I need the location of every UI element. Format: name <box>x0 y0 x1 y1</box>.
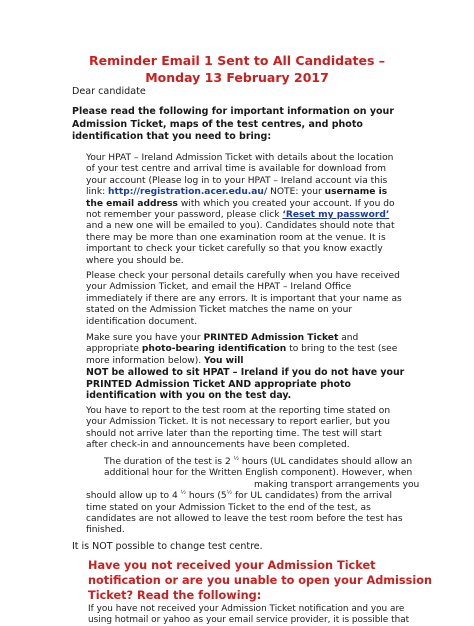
p3-text: to bring to the test (see <box>286 344 398 355</box>
p1-text: NOTE: your <box>267 187 325 198</box>
p3-line-6: identification with you on the test day. <box>86 390 292 401</box>
p5-text: The duration of the test is 2 <box>104 457 234 467</box>
p3-line-3 <box>86 356 243 367</box>
p1-line: there may be more than one examination room at the venue. It is <box>86 232 386 243</box>
p3-text: appropriate <box>86 344 142 355</box>
p3-line-5: PRINTED Admission Ticket AND appropriate photo <box>86 378 351 390</box>
p5-line-3: making transport arrangements you <box>254 479 420 490</box>
p3-bold: You will <box>204 355 244 366</box>
p5-line-4 <box>86 491 392 502</box>
p4-line: You have to report to the test room at the reporting time stated on <box>86 406 391 416</box>
p6-line-1: If you have not received your Admission Ticket notification and you are <box>88 603 405 614</box>
p4-line: should not arrive later than the reporting time. The test will start <box>86 428 382 439</box>
p3-bold: PRINTED Admission Ticket <box>203 333 339 343</box>
p1-line-5 <box>86 199 395 210</box>
p1-bold: username is <box>324 187 388 198</box>
p2-line: Please check your personal details carefully when you have received <box>86 271 400 281</box>
heading2-line-1: Have you not received your Admission Ticket <box>88 559 376 572</box>
p1-line: Your HPAT – Ireland Admission Ticket with details about the location <box>86 153 394 163</box>
p3-bold: photo-bearing identification <box>141 344 287 355</box>
p3-text: and <box>338 333 359 343</box>
p1-bold: the email address <box>86 198 178 209</box>
p1-text: not remember your password, please click <box>86 210 283 220</box>
p6-line-2: using hotmail or yahoo as your email service provider, it is possible that <box>88 614 410 625</box>
heading2-line-3: Ticket? Read the following: <box>88 589 262 602</box>
p1-line-4 <box>86 187 387 198</box>
reset-password-link[interactable]: ‘Reset my password’ <box>282 210 390 220</box>
p5-fraction: ½ <box>226 490 233 497</box>
no-change-notice: It is NOT possible to change test centre. <box>72 541 263 552</box>
p3-text: more information below). <box>86 355 205 366</box>
p2-line: stated on the Admission Ticket matches the name on your <box>86 305 353 316</box>
p5-line-2: additional hour for the Written English component). However, when <box>104 468 413 479</box>
registration-link[interactable]: http://registration.acer.edu.au/ <box>108 187 268 198</box>
greeting: Dear candidate <box>72 86 146 97</box>
intro-line-2: Admission Ticket, maps of the test centres, and photo <box>72 118 363 130</box>
p1-text: link: <box>86 187 109 198</box>
intro-line-3: identification that you need to bring: <box>72 131 272 142</box>
p5-line-6: candidates are not allowed to leave the test room before the test has <box>86 514 403 524</box>
p3-line-4: NOT be allowed to sit HPAT – Ireland if you do not have your <box>86 367 405 379</box>
p1-line: and a new one will be emailed to you). Candidates should note that <box>86 221 395 232</box>
p2-line: identification document. <box>86 316 198 327</box>
document-title-line-2: Monday 13 February 2017 <box>145 70 329 85</box>
p5-text: hours (UL candidates should allow an <box>238 457 413 467</box>
p2-line: immediately if there are any errors. It is important that your name as <box>86 293 402 304</box>
heading2-line-2: notification or are you unable to open your Admission <box>88 574 433 587</box>
p3-text: Make sure you have your <box>86 333 204 343</box>
intro-line-1: Please read the following for important information on your <box>72 106 394 117</box>
p1-line: your account (Please log in to your HPAT – Ireland account via this <box>86 175 388 186</box>
p1-line: of your test centre and arrival time is available for download from <box>86 164 387 175</box>
p1-line-6 <box>86 210 389 221</box>
p4-line: your Admission Ticket. It is not necessary to report earlier, but you <box>86 417 391 428</box>
p5-line-1 <box>104 457 412 468</box>
p5-fraction: ½ <box>233 455 239 462</box>
p5-line-5: time stated on your Admission Ticket to the end of the test, as <box>86 502 371 513</box>
p5-fraction: ½ <box>180 490 187 497</box>
p2-line: your Admission Ticket, and email the HPAT – Ireland Office <box>86 282 352 293</box>
p1-line: important to check your ticket carefully so that you know exactly <box>86 244 383 255</box>
p3-line-2 <box>86 344 397 355</box>
p5-line-7: finished. <box>86 525 125 536</box>
p5-text: hours (5 <box>186 491 227 502</box>
p3-line-1 <box>86 333 358 344</box>
p4-line: after check-in and announcements have been completed. <box>86 440 350 451</box>
p5-text: for UL candidates) from the arrival <box>232 491 393 502</box>
p1-text: with which you created your account. If you do <box>177 198 395 209</box>
p1-line: where you should be. <box>86 255 184 266</box>
p5-text: should allow up to 4 <box>86 491 181 502</box>
document-title-line-1: Reminder Email 1 Sent to All Candidates – <box>88 53 386 68</box>
